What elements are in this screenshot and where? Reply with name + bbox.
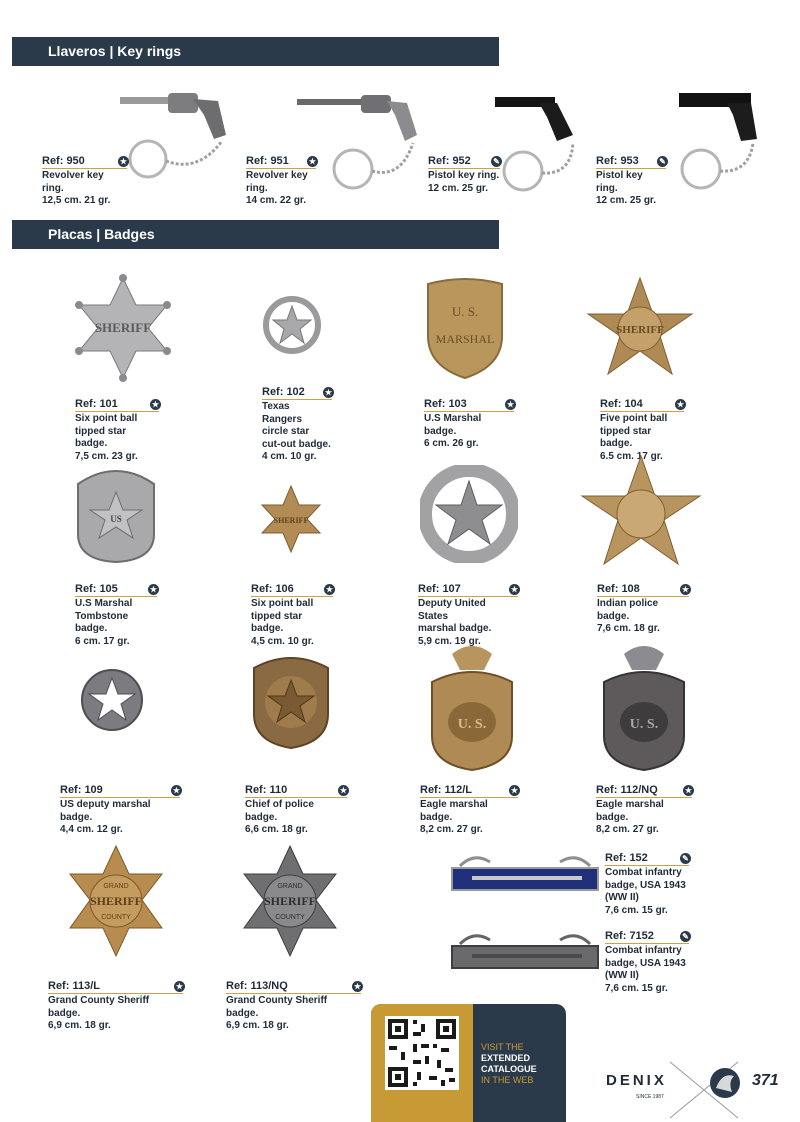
product-desc: Chief of police badge. 6,6 cm. 18 gr. <box>245 799 314 835</box>
product-desc: Deputy United States marshal badge. 5,9 cm. 19 gr. <box>418 598 492 647</box>
small-six-point-star-badge-image <box>260 484 322 554</box>
svg-text:U. S.: U. S. <box>629 717 659 732</box>
us-marshal-shield-image <box>420 276 510 381</box>
product-caption <box>596 784 692 837</box>
product-caption <box>75 583 157 648</box>
pencil-icon: ✎ <box>680 853 691 864</box>
product-caption <box>597 583 689 636</box>
grand-county-sheriff-badge-image <box>64 842 168 960</box>
product-desc: Pistol key ring. 12 cm. 25 gr. <box>596 170 657 206</box>
product-desc: U.S Marshal Tombstone badge. 6 cm. 17 gr. <box>75 598 133 647</box>
deputy-marshal-circle-badge-image <box>420 465 518 563</box>
svg-text:COUNTY: COUNTY <box>101 914 131 921</box>
product-caption <box>420 784 518 837</box>
product-ref: Ref: 109 ★ <box>60 784 181 796</box>
product-caption <box>262 386 332 464</box>
product-ref: Ref: 106 ★ <box>251 583 334 595</box>
star-icon: ★ <box>510 585 519 594</box>
svg-text:MARSHAL: MARSHAL <box>435 332 495 346</box>
product-desc: Eagle marshal badge. 8,2 cm. 27 gr. <box>420 799 488 835</box>
star-icon: ★ <box>308 157 317 166</box>
section-header-keyrings <box>12 37 499 66</box>
star-icon: ★ <box>175 982 184 991</box>
product-caption <box>251 583 333 648</box>
svg-text:SHERIFF: SHERIFF <box>616 324 664 336</box>
svg-text:SHERIFF: SHERIFF <box>94 320 152 335</box>
combat-infantry-badge-image <box>450 852 600 902</box>
svg-text:SHERIFF: SHERIFF <box>89 894 143 908</box>
svg-text:SHERIFF: SHERIFF <box>263 894 317 908</box>
qr-line: IN THE WEB <box>481 1075 534 1085</box>
star-icon: ★ <box>676 400 685 409</box>
product-desc: Six point ball tipped star badge. 4,5 cm. 10 gr. <box>251 598 314 647</box>
product-caption <box>418 583 518 648</box>
qr-line: EXTENDED <box>481 1053 531 1063</box>
product-caption <box>60 784 180 837</box>
product-desc: Pistol key ring. 12 cm. 25 gr. <box>428 170 500 194</box>
star-icon: ★ <box>151 400 160 409</box>
product-ref: Ref: 105 ★ <box>75 583 158 595</box>
product-desc: Eagle marshal badge. 8,2 cm. 27 gr. <box>596 799 664 835</box>
svg-text:GRAND: GRAND <box>103 883 129 890</box>
revolver-keyring-image <box>118 93 238 188</box>
product-desc: Grand County Sheriff badge. 6,9 cm. 18 gr. <box>226 995 328 1031</box>
product-caption <box>424 398 514 451</box>
product-ref: Ref: 951 ★ <box>246 155 317 167</box>
product-ref: Ref: 110 ★ <box>245 784 348 796</box>
star-icon: ★ <box>324 388 333 397</box>
product-ref: Ref: 103 ★ <box>424 398 515 410</box>
brand-logo: DENIX <box>606 1072 667 1089</box>
indian-police-star-badge-image <box>578 452 704 572</box>
product-desc: Combat infantry badge, USA 1943 (WW II) 7,6 cm. 15 gr. <box>605 945 686 994</box>
product-caption <box>226 980 361 1033</box>
pistol-keyring-image <box>495 95 590 195</box>
section-header-badges <box>12 220 499 249</box>
product-caption <box>428 155 500 195</box>
product-desc: U.S Marshal badge. 6 cm. 26 gr. <box>424 413 482 449</box>
us-deputy-marshal-badge-image <box>80 668 144 732</box>
product-caption <box>42 155 127 208</box>
product-desc: Revolver key ring. 12,5 cm. 21 gr. <box>42 170 111 206</box>
chief-of-police-badge-image <box>248 650 334 750</box>
star-icon: ★ <box>684 786 693 795</box>
star-icon: ★ <box>510 786 519 795</box>
eagle-marshal-badge-image <box>596 640 692 772</box>
pistol-keyring-image <box>677 93 762 193</box>
star-icon: ★ <box>506 400 515 409</box>
product-caption <box>245 784 347 837</box>
svg-text:GRAND: GRAND <box>277 883 303 890</box>
product-caption <box>596 155 666 208</box>
star-icon: ★ <box>681 585 690 594</box>
product-ref: Ref: 108 ★ <box>597 583 690 595</box>
brand-since: SINCE 1987 <box>636 1094 664 1100</box>
star-icon: ★ <box>149 585 158 594</box>
eagle-marshal-badge-image <box>424 640 520 772</box>
tombstone-marshal-badge-image <box>70 462 162 564</box>
qr-code-icon[interactable] <box>385 1016 459 1090</box>
combat-infantry-badge-image <box>450 930 600 980</box>
product-ref: Ref: 102 ★ <box>262 386 333 398</box>
product-ref: Ref: 101 ★ <box>75 398 160 410</box>
product-desc: US deputy marshal badge. 4,4 cm. 12 gr. <box>60 799 151 835</box>
five-point-star-badge-image <box>584 274 696 384</box>
product-desc: Revolver key ring. 14 cm. 22 gr. <box>246 170 308 206</box>
product-desc: Texas Rangers circle star cut-out badge. 4 cm. 10 gr. <box>262 401 331 462</box>
product-caption <box>75 398 159 463</box>
product-ref: Ref: 104 ★ <box>600 398 685 410</box>
brand-emblem-icon <box>708 1066 742 1100</box>
product-caption <box>605 852 689 917</box>
product-desc: Six point ball tipped star badge. 7,5 cm. 23 gr. <box>75 413 138 462</box>
svg-text:US: US <box>110 514 122 524</box>
six-point-star-badge-image <box>72 272 174 384</box>
product-ref: Ref: 952 ✎ <box>428 155 500 169</box>
product-ref: Ref: 112/L ★ <box>420 784 519 796</box>
star-icon: ★ <box>119 157 128 166</box>
page-number: 371 <box>752 1072 779 1089</box>
product-ref: Ref: 113/L ★ <box>48 980 184 992</box>
qr-line: CATALOGUE <box>481 1064 537 1074</box>
qr-line: VISIT THE <box>481 1042 524 1052</box>
product-desc: Grand County Sheriff badge. 6,9 cm. 18 gr. <box>48 995 150 1031</box>
product-ref: Ref: 112/NQ ★ <box>596 784 693 796</box>
catalogue-qr-panel[interactable] <box>371 1004 566 1122</box>
catalogue-link-text[interactable] <box>481 1042 537 1086</box>
product-desc: Five point ball tipped star badge. 6.5 cm. 17 gr. <box>600 413 668 462</box>
svg-text:U. S.: U. S. <box>451 304 479 319</box>
circle-star-badge-image <box>263 296 321 354</box>
grand-county-sheriff-badge-image <box>238 842 342 960</box>
product-ref: Ref: 950 ★ <box>42 155 128 167</box>
product-desc: Indian police badge. 7,6 cm. 18 gr. <box>597 598 660 634</box>
product-ref: Ref: 152 ✎ <box>605 852 689 866</box>
pencil-icon: ✎ <box>491 156 502 167</box>
pencil-icon: ✎ <box>657 156 668 167</box>
product-ref: Ref: 113/NQ ★ <box>226 980 362 992</box>
svg-text:SHERIFF: SHERIFF <box>273 516 309 525</box>
star-icon: ★ <box>325 585 334 594</box>
product-caption <box>246 155 316 208</box>
product-desc: Combat infantry badge, USA 1943 (WW II) 7,6 cm. 15 gr. <box>605 867 686 916</box>
pencil-icon: ✎ <box>680 931 691 942</box>
product-ref: Ref: 107 ★ <box>418 583 519 595</box>
svg-text:U. S.: U. S. <box>457 717 487 732</box>
product-caption <box>605 930 689 995</box>
section-title: Placas | Badges <box>48 226 155 242</box>
star-icon: ★ <box>172 786 181 795</box>
product-caption <box>48 980 183 1033</box>
product-ref: Ref: 953 ✎ <box>596 155 666 169</box>
section-title: Llaveros | Key rings <box>48 43 182 59</box>
star-icon: ★ <box>339 786 348 795</box>
svg-text:COUNTY: COUNTY <box>275 914 305 921</box>
product-ref: Ref: 7152 ✎ <box>605 930 689 944</box>
star-icon: ★ <box>353 982 362 991</box>
